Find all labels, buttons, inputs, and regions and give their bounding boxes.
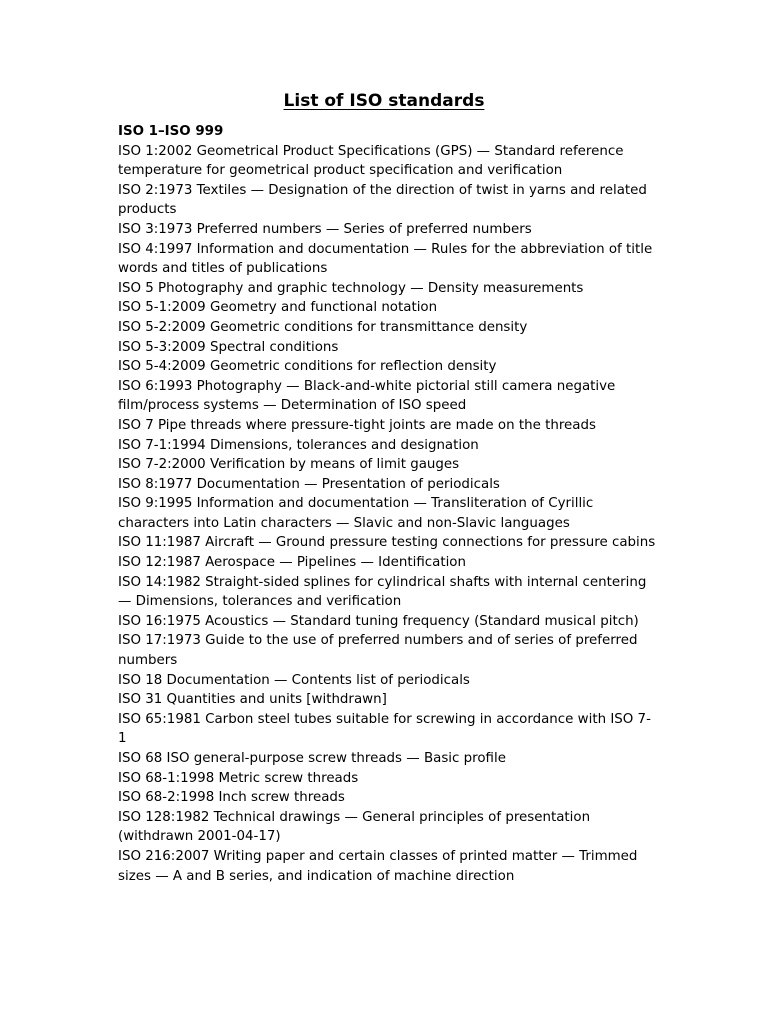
list-item: ISO 68-2:1998 Inch screw threads xyxy=(118,790,345,806)
list-item: ISO 7 Pipe threads where pressure-tight joints are made on the threads xyxy=(118,417,596,433)
document-body xyxy=(118,122,658,886)
page-title: List of ISO standards xyxy=(283,91,485,111)
list-item: ISO 11:1987 Aircraft — Ground pressure testing connections for pressure cabins xyxy=(118,535,656,551)
list-item: ISO 5-3:2009 Spectral conditions xyxy=(118,339,339,355)
list-item: ISO 128:1982 Technical drawings — General principles of presentation (withdrawn 2001-04-17) xyxy=(118,809,591,845)
list-item: ISO 31 Quantities and units [withdrawn] xyxy=(118,692,387,708)
list-item: ISO 5 Photography and graphic technology — Density measurements xyxy=(118,280,584,296)
list-item: ISO 65:1981 Carbon steel tubes suitable for screwing in accordance with ISO 7-1 xyxy=(118,711,651,747)
list-item: ISO 6:1993 Photography — Black-and-white pictorial still camera negative film/process systems — Determination of ISO speed xyxy=(118,378,616,414)
list-item: ISO 9:1995 Information and documentation — Transliteration of Cyrillic characters into Latin characters — Slavic and non-Slavic languages xyxy=(118,496,594,531)
list-item: ISO 14:1982 Straight-sided splines for cylindrical shafts with internal centering — Dimensions, tolerances and verification xyxy=(118,574,647,610)
list-item: ISO 216:2007 Writing paper and certain classes of printed matter — Trimmed sizes — A and B series, and indication of machine direction xyxy=(118,848,638,884)
list-item: ISO 5-4:2009 Geometric conditions for reflection density xyxy=(118,359,497,375)
list-item: ISO 3:1973 Preferred numbers — Series of preferred numbers xyxy=(118,221,532,237)
list-item: ISO 17:1973 Guide to the use of preferred numbers and of series of preferred numbers xyxy=(118,633,638,669)
list-item: ISO 2:1973 Textiles — Designation of the direction of twist in yarns and related products xyxy=(118,182,647,218)
list-item: ISO 7-2:2000 Verification by means of limit gauges xyxy=(118,457,460,473)
section-heading: ISO 1–ISO 999 xyxy=(118,124,224,139)
list-item: ISO 4:1997 Information and documentation — Rules for the abbreviation of title words and titles of publications xyxy=(118,241,653,277)
list-item: ISO 12:1987 Aerospace — Pipelines — Identification xyxy=(118,555,466,571)
list-item: ISO 68 ISO general-purpose screw threads — Basic profile xyxy=(118,751,506,766)
list-item: ISO 18 Documentation — Contents list of periodicals xyxy=(118,672,470,688)
list-item: ISO 5-2:2009 Geometric conditions for transmittance density xyxy=(118,319,528,335)
list-item: ISO 8:1977 Documentation — Presentation of periodicals xyxy=(118,476,500,492)
list-item: ISO 5-1:2009 Geometry and functional notation xyxy=(118,300,438,316)
list-item: ISO 7-1:1994 Dimensions, tolerances and designation xyxy=(118,437,479,453)
list-item: ISO 16:1975 Acoustics — Standard tuning frequency (Standard musical pitch) xyxy=(118,613,639,629)
list-item: ISO 1:2002 Geometrical Product Specifications (GPS) — Standard reference temperature for geometrical product specification and verification xyxy=(118,143,624,179)
list-item: ISO 68-1:1998 Metric screw threads xyxy=(118,770,359,786)
